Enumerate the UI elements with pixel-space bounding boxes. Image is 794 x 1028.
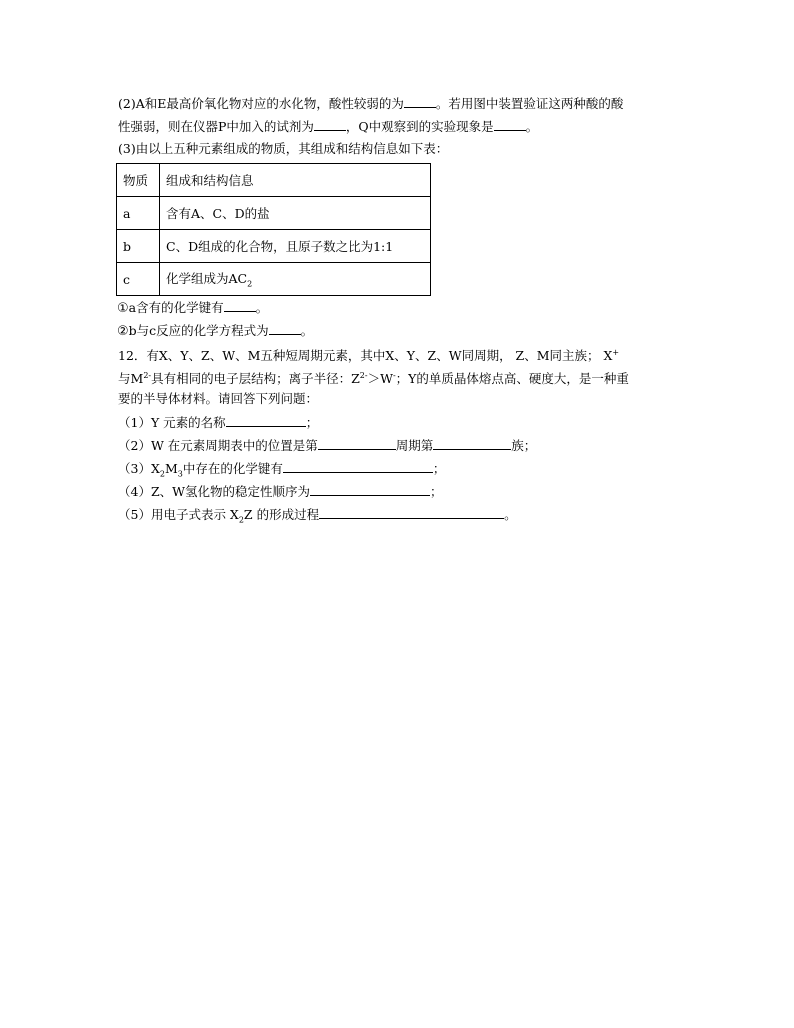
q3-intro: (3)由以上五种元素组成的物质，其组成和结构信息如下表： xyxy=(118,141,449,156)
q12-sub5-text: Z 的形成过程 xyxy=(243,507,320,522)
q3-sub-2 xyxy=(117,322,313,340)
answer-blank[interactable] xyxy=(494,118,526,131)
q12-sub-3 xyxy=(118,460,445,483)
q3-sub1-text: a含有的化学键有 xyxy=(128,300,224,315)
table-row xyxy=(117,197,431,230)
q12-sub-1 xyxy=(118,414,318,431)
answer-blank[interactable] xyxy=(433,437,511,450)
answer-blank[interactable] xyxy=(224,299,256,312)
superscript: + xyxy=(612,348,620,357)
table-cell: C、D组成的化合物，且原子数之比为1:1 xyxy=(160,230,431,263)
q12-sub4-end: ； xyxy=(430,484,443,499)
answer-blank[interactable] xyxy=(310,483,430,496)
q3-sub1-end: 。 xyxy=(255,300,269,315)
q12-sub5-text: （5）用电子式表示 X xyxy=(118,507,239,522)
q12-sub-2 xyxy=(118,437,536,454)
answer-blank[interactable] xyxy=(269,322,301,335)
structure-info-table xyxy=(116,163,431,296)
subscript: 2 xyxy=(159,469,165,479)
circled-number-2: ② xyxy=(117,324,129,339)
q12-line-3: 要的半导体材料。请回答下列问题： xyxy=(118,391,319,406)
answer-blank[interactable] xyxy=(318,437,396,450)
q12-sub3-text: （3）X xyxy=(118,461,160,476)
subscript: 2 xyxy=(247,279,253,289)
q12-sub2-text: （2）W 在元素周期表中的位置是第 xyxy=(118,438,318,453)
table-cell: b xyxy=(117,230,160,263)
q12-text: 12．有X、Y、Z、W、M五种短周期元素，其中X、Y、Z、W同周期， Z、M同主族； X xyxy=(118,348,613,364)
q12-text: ＞W xyxy=(367,371,393,387)
answer-blank[interactable] xyxy=(283,460,433,473)
table-row xyxy=(117,263,431,296)
q12-line-2 xyxy=(118,368,629,387)
q12-sub3-end: ； xyxy=(432,461,446,476)
table-header-cell: 物质 xyxy=(117,164,160,197)
subscript: 3 xyxy=(177,469,183,479)
subscript: 2 xyxy=(238,515,244,525)
q12-sub3-text: 中存在的化学键有 xyxy=(182,461,283,476)
q3-sub2-text: b与c反应的化学方程式为 xyxy=(128,323,269,338)
q12-sub5-end: 。 xyxy=(504,507,517,522)
superscript: 2- xyxy=(143,371,152,380)
answer-blank[interactable] xyxy=(319,506,504,519)
table-row xyxy=(117,230,431,263)
q3-sub-1 xyxy=(117,299,268,317)
q12-sub1-end: ； xyxy=(305,415,319,430)
q2-text-5: 。 xyxy=(525,119,539,134)
answer-blank[interactable] xyxy=(226,414,306,427)
q12-sub2-end: 族； xyxy=(511,438,537,453)
q2-text-4: ，Q中观察到的实验现象是 xyxy=(345,119,494,134)
q12-text: 具有相同的电子层结构；离子半径：Z xyxy=(151,371,360,387)
answer-blank[interactable] xyxy=(314,118,346,131)
superscript: - xyxy=(392,371,396,380)
table-cell: c xyxy=(117,263,160,296)
table-cell: 含有A、C、D的盐 xyxy=(160,197,431,230)
q12-text: 与M xyxy=(118,371,144,387)
q12-sub1-text: （1）Y 元素的名称 xyxy=(118,415,226,430)
table-cell-text: 化学组成为AC xyxy=(166,271,248,287)
q12-sub-5 xyxy=(118,506,517,529)
table-header-cell: 组成和结构信息 xyxy=(160,164,431,197)
q2-line-2 xyxy=(118,118,538,135)
q12-sub4-text: （4）Z、W氢化物的稳定性顺序为 xyxy=(118,484,310,499)
q12-line-1 xyxy=(118,345,619,364)
circled-number-1: ① xyxy=(117,301,129,316)
table-cell xyxy=(160,263,431,296)
q2-line-1 xyxy=(118,95,623,112)
q2-text-3: 性强弱，则在仪器P中加入的试剂为 xyxy=(118,119,314,134)
q3-sub2-end: 。 xyxy=(300,323,314,338)
q12-sub3-text: M xyxy=(164,461,178,476)
q12-sub2-text: 周期第 xyxy=(395,438,434,453)
table-cell: a xyxy=(117,197,160,230)
table-header-row xyxy=(117,164,431,197)
q12-sub-4 xyxy=(118,483,443,500)
q2-text-1: (2)A和E最高价氧化物对应的水化物，酸性较弱的为 xyxy=(118,96,404,111)
answer-blank[interactable] xyxy=(404,95,436,108)
q2-text-2: 。若用图中装置验证这两种酸的酸 xyxy=(435,96,624,111)
superscript: 2- xyxy=(359,371,368,380)
q12-text: ；Y的单质晶体熔点高、硬度大，是一种重 xyxy=(395,371,629,387)
